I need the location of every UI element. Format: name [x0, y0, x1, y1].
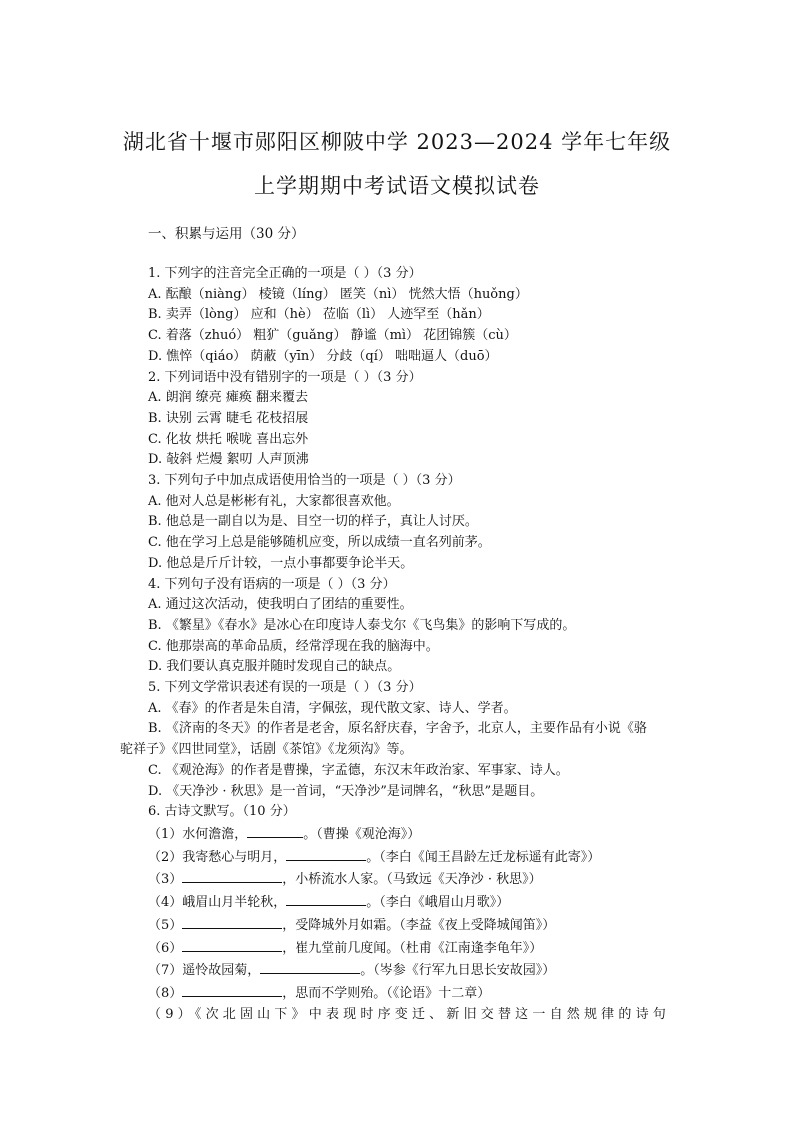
q6-stem: 6. 古诗文默写。（10 分）: [148, 804, 296, 820]
q3-option-c: C. 他在学习上总是能够随机应变，所以成绩一直名列前茅。: [148, 535, 491, 551]
q6-item-8-prefix: （8）: [148, 985, 183, 1001]
answer-blank[interactable]: [182, 914, 282, 929]
answer-blank[interactable]: [182, 982, 282, 997]
q6-item-4: [148, 891, 678, 914]
q1-option-d: D. 憔悴（qiáo） 荫蔽（yīn） 分歧（qí） 咄咄逼人（duō）: [148, 348, 498, 364]
q3-option-a: A. 他对人总是彬彬有礼，大家都很喜欢他。: [148, 493, 400, 509]
q4-option-d: D. 我们要认真克服并随时发现自己的缺点。: [148, 659, 401, 675]
q2-option-c: C. 化妆 烘托 喉咙 喜出忘外: [148, 431, 309, 447]
q6-item-1-prefix: （1）水何澹澹，: [148, 826, 248, 842]
answer-blank[interactable]: [286, 891, 366, 906]
q6-item-7: [148, 959, 678, 982]
q6-item-4-suffix: 。（李白《峨眉山月歌》）: [366, 895, 510, 911]
q6-item-2-prefix: （2）我寄愁心与明月，: [148, 849, 287, 865]
q6-item-4-prefix: （4）峨眉山月半轮秋，: [148, 895, 287, 911]
q6-item-3-suffix: ，小桥流水人家。（马致远《天净沙 · 秋思》）: [282, 872, 542, 888]
answer-blank[interactable]: [286, 846, 366, 861]
q5-option-c: C. 《观沧海》的作者是曹操，字孟德，东汉末年政治家、军事家、诗人。: [148, 762, 569, 778]
answer-blank[interactable]: [247, 823, 303, 838]
q4-option-b: B. 《繁星》《春水》是冰心在印度诗人泰戈尔《飞鸟集》的影响下写成的。: [148, 617, 576, 633]
q1-stem: 1. 下列字的注音完全正确的一项是（ ）（3 分）: [148, 266, 422, 281]
q6-item-7-prefix: （7）遥怜故园菊，: [148, 963, 261, 979]
q2-stem: 2. 下列词语中没有错别字的一项是（ ）（3 分）: [148, 369, 422, 385]
q6-item-9: （9）《次北固山下》中表现时序变迁、新旧交替这一自然规律的诗句: [148, 1006, 670, 1022]
q6-item-7-suffix: 。（岑参《行军九日思长安故园》）: [360, 963, 556, 979]
answer-blank[interactable]: [260, 959, 360, 974]
q6-item-3: [148, 868, 678, 891]
exam-title-line1: 湖北省十堰市郧阳区柳陂中学 2023—2024 学年七年级: [122, 130, 672, 154]
q6-item-5-suffix: ，受降城外月如霜。（李益《夜上受降城闻笛》）: [282, 917, 556, 933]
q5-option-d: D. 《天净沙 · 秋思》是一首词，“天净沙”是词牌名，“秋思”是题目。: [148, 783, 544, 799]
q6-item-2-suffix: 。（李白《闻王昌龄左迁龙标遥有此寄》）: [366, 849, 601, 865]
q3-option-d: D. 他总是斤斤计较，一点小事都要争论半天。: [148, 555, 414, 571]
q6-item-3-prefix: （3）: [148, 872, 183, 888]
q2-option-b: B. 诀别 云霄 睫毛 花枝招展: [148, 410, 309, 426]
q6-item-5: [148, 914, 678, 937]
q6-item-1-suffix: 。（曹操《观沧海》）: [303, 826, 421, 842]
questions-body: [120, 264, 678, 1025]
answer-blank[interactable]: [182, 937, 282, 952]
q1-option-c: C. 着落（zhuó） 粗犷（guǎng） 静谧（mì） 花团锦簇（cù）: [148, 328, 517, 344]
section-heading: 一、积累与运用（30 分）: [148, 226, 305, 242]
q5-option-a: A. 《春》的作者是朱自清，字佩弦，现代散文家、诗人、学者。: [148, 700, 517, 716]
q4-option-a: A. 通过这次活动，使我明白了团结的重要性。: [148, 597, 413, 613]
answer-blank[interactable]: [182, 868, 282, 883]
q6-item-6-prefix: （6）: [148, 940, 183, 956]
q6-item-6: [148, 937, 678, 960]
q6-item-5-prefix: （5）: [148, 917, 183, 933]
q4-stem: 4. 下列句子没有语病的一项是（ ）（3 分）: [148, 576, 396, 592]
q4-option-c: C. 他那崇高的革命品质，经常浮现在我的脑海中。: [148, 638, 439, 654]
q2-option-d: D. 敧斜 烂熳 絮叨 人声顶沸: [148, 452, 309, 468]
q1-option-b: B. 卖弄（lòng） 应和（hè） 莅临（lì） 人迹罕至（hǎn）: [148, 307, 490, 323]
q5-option-b-line2: 驼祥子》《四世同堂》，话剧《茶馆》《龙须沟》等。: [120, 742, 413, 758]
q6-item-8: [148, 982, 678, 1005]
q3-stem: 3. 下列句子中加点成语使用恰当的一项是（ ）（3 分）: [148, 473, 461, 489]
q6-item-2: [148, 846, 678, 869]
exam-title-line2: 上学期期中考试语文模拟试卷: [254, 174, 540, 198]
q5-stem: 5. 下列文学常识表述有误的一项是（ ）（3 分）: [148, 680, 422, 696]
q6-item-6-suffix: ，崔九堂前几度闻。（杜甫《江南逢李龟年》）: [282, 940, 543, 956]
q5-option-b-line1: B. 《济南的冬天》的作者是老舍，原名舒庆春，字舍予，北京人，主要作品有小说《骆: [148, 721, 647, 737]
q6-item-8-suffix: ，思而不学则殆。（《论语》十二章）: [282, 985, 491, 1001]
q2-option-a: A. 朗润 缭亮 瘫痪 翻来覆去: [148, 390, 309, 406]
q3-option-b: B. 他总是一副自以为是、目空一切的样子，真让人讨厌。: [148, 514, 478, 530]
q1-option-a: A. 酝酿（niàng） 棱镜（líng） 匿笑（nì） 恍然大悟（huǒng）: [148, 286, 528, 302]
q6-item-1: [148, 823, 678, 846]
